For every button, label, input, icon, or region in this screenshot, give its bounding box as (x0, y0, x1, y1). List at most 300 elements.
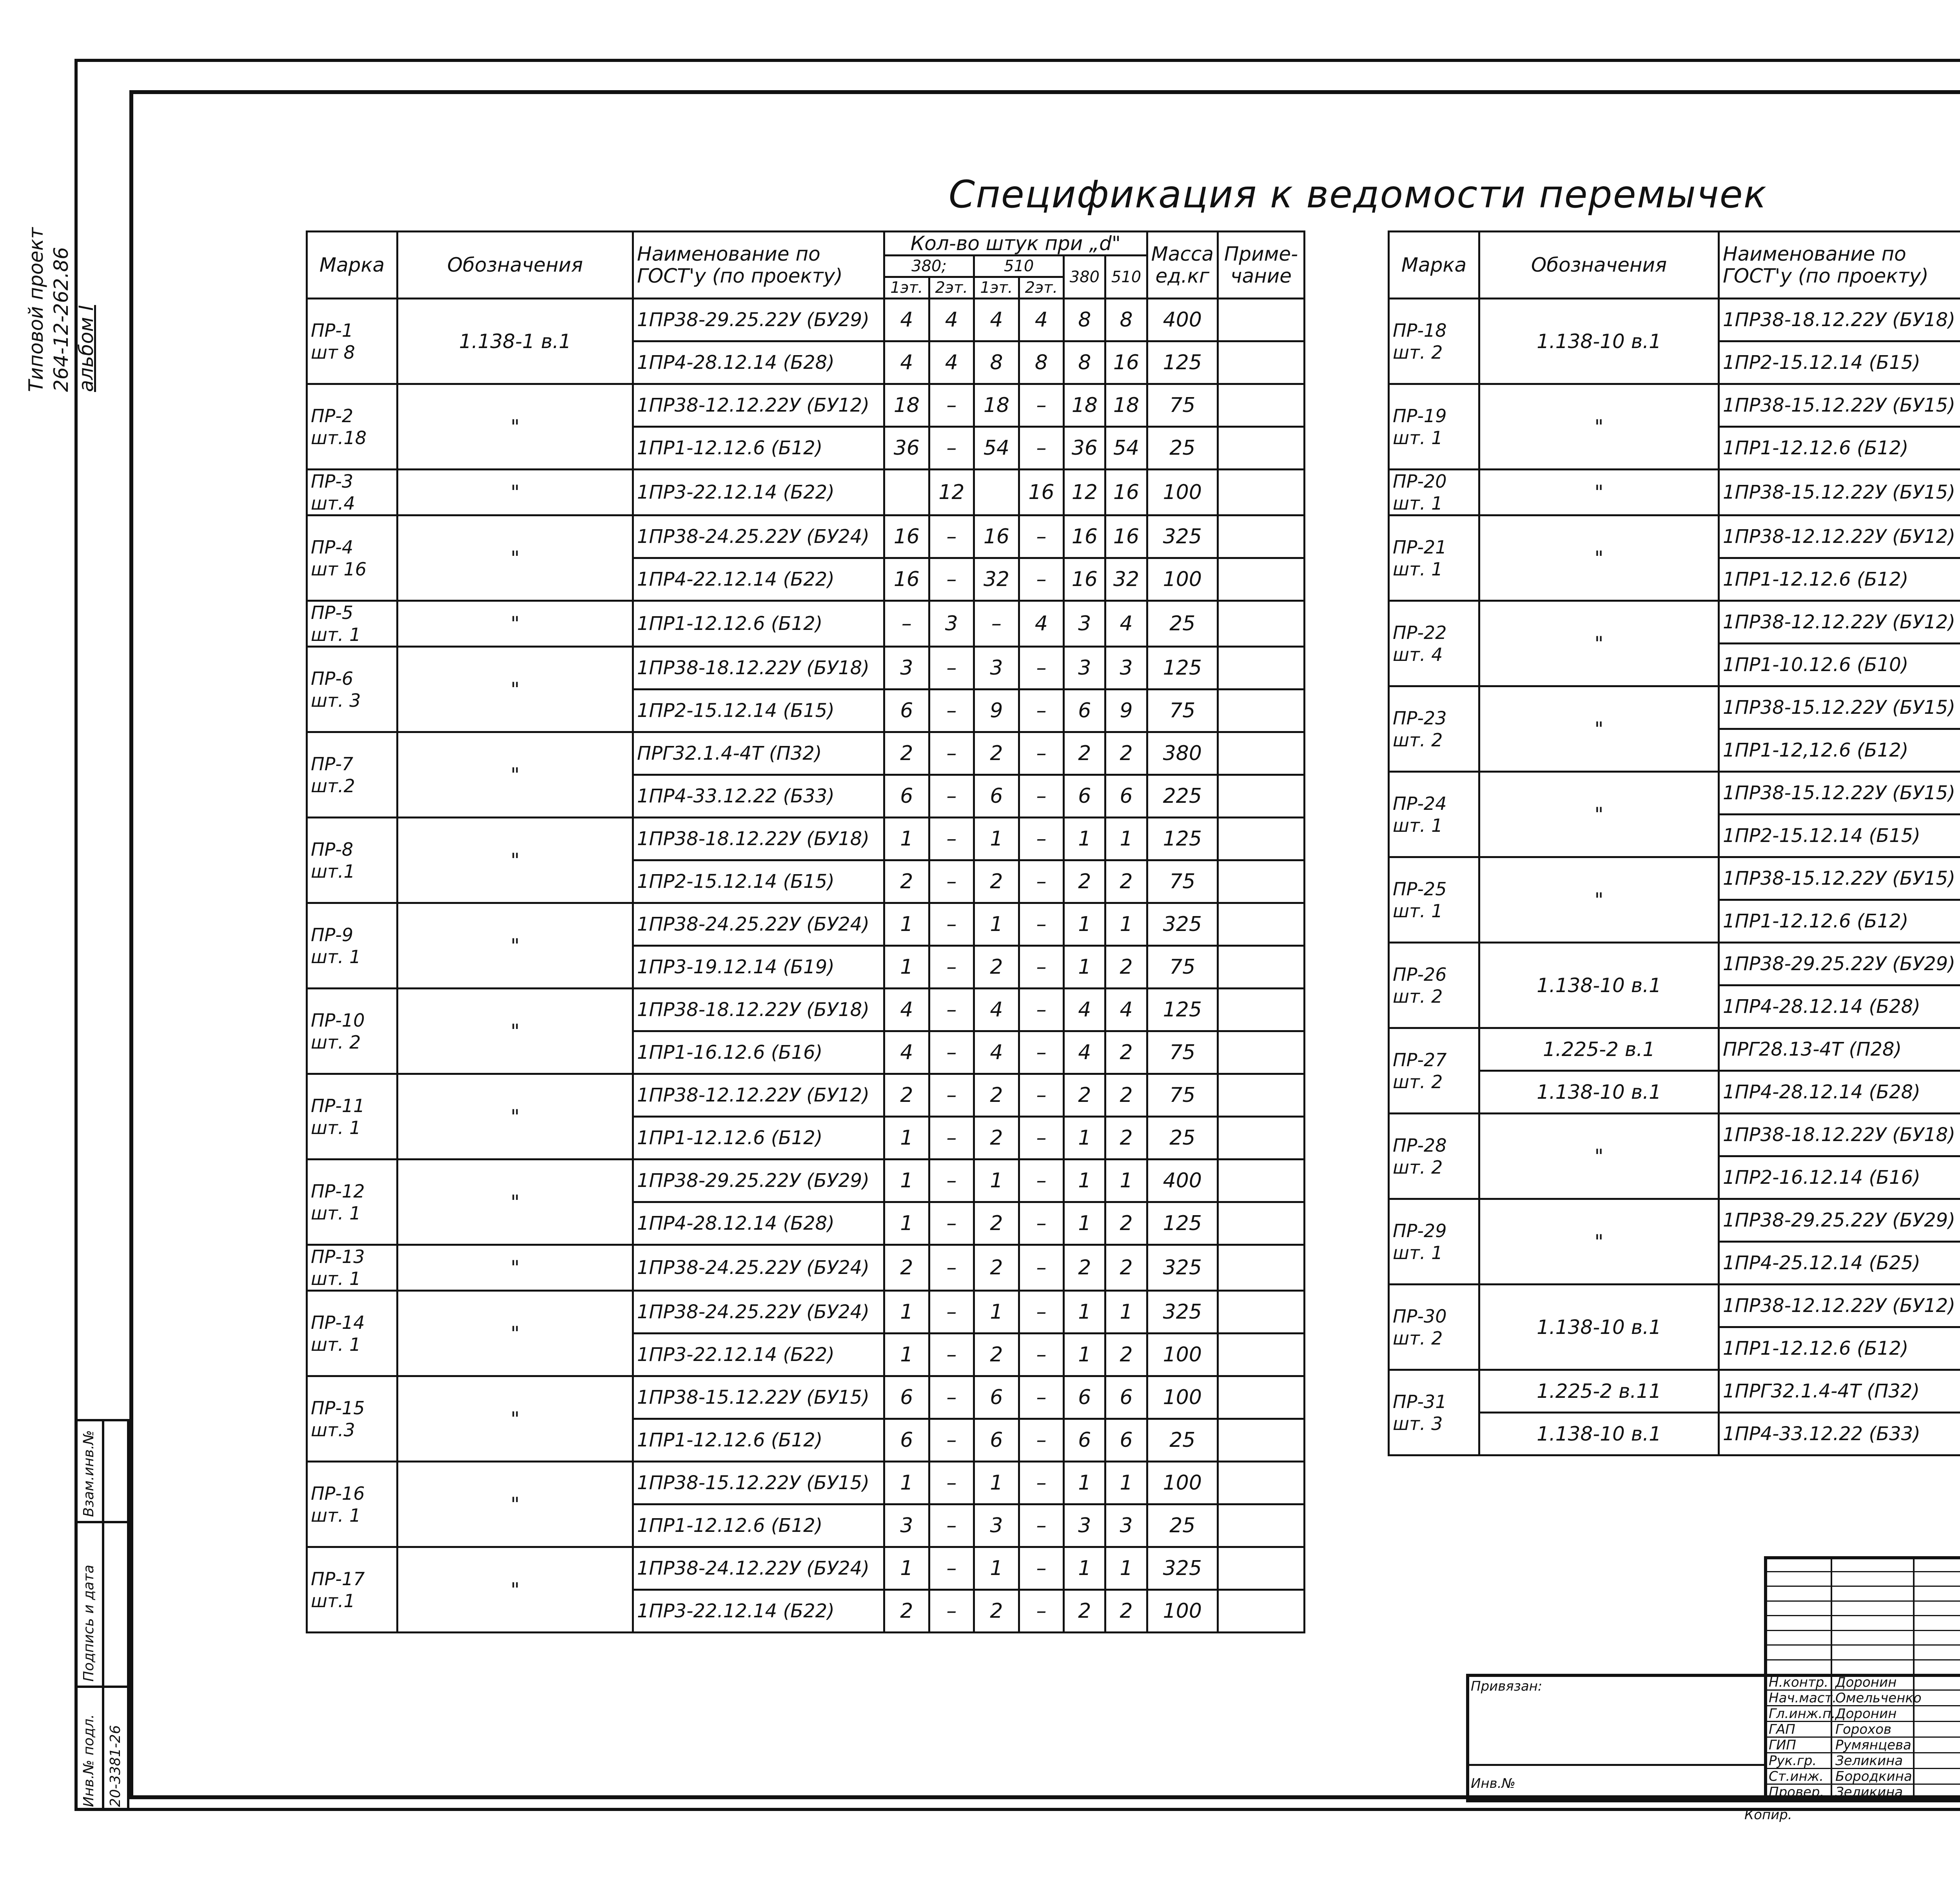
cell-qty: 1 (1064, 1202, 1105, 1245)
inv-orig-label: Инв.№ подл. (81, 1714, 97, 1807)
cell-qty: – (1019, 384, 1064, 427)
cell-mark (1389, 299, 1479, 384)
cell-mass: 100 (1147, 1334, 1218, 1376)
cell-qty: 1 (974, 903, 1019, 946)
cell-name: 1ПР38-12.12.22У (БУ12) (1719, 601, 1960, 644)
cell-name: ПРГ32.1.4-4Т (П32) (633, 732, 884, 775)
cell-designation: " (397, 1376, 633, 1462)
cell-qty: 3 (1105, 647, 1147, 690)
cell-qty: – (1019, 1245, 1064, 1291)
cell-qty: – (1019, 1117, 1064, 1159)
cell-name: 1ПР1-12.12.6 (Б12) (1719, 900, 1960, 943)
table-row (307, 818, 1305, 860)
table-row (1389, 943, 1960, 985)
mark-line: шт.18 (311, 427, 367, 448)
cell-designation: " (1479, 772, 1719, 857)
col-qty: Кол-во штук при „d" (884, 232, 1147, 256)
cell-qty: – (929, 860, 974, 903)
cell-mass: 125 (1147, 341, 1218, 384)
cell-qty: 1 (884, 1159, 929, 1202)
table-row (307, 1376, 1305, 1419)
cell-qty: 32 (974, 558, 1019, 601)
cell-mark (1389, 772, 1479, 857)
table-row (307, 515, 1305, 558)
cell-qty: – (1019, 427, 1064, 470)
sub-header: 380; (884, 256, 974, 277)
cell-qty: 6 (1105, 1419, 1147, 1462)
table-row (307, 1245, 1305, 1291)
inv-orig-value: 20-3381-26 (107, 1725, 123, 1807)
cell-name: 1ПР1-12.12.6 (Б12) (1719, 558, 1960, 601)
cell-mass: 100 (1147, 558, 1218, 601)
cell-qty: 6 (884, 690, 929, 732)
mark-line: ПР-25 (1393, 878, 1447, 900)
mark-line: шт.4 (311, 493, 355, 514)
cell-qty: – (1019, 647, 1064, 690)
cell-qty: – (1019, 515, 1064, 558)
cell-name: 1ПР2-15.12.14 (Б15) (1719, 341, 1960, 384)
cell-qty: 1 (884, 1202, 929, 1245)
cell-note (1218, 515, 1305, 558)
mark-line: ПР-6 (311, 668, 354, 689)
inv-label: Инв.№ (1471, 1776, 1515, 1791)
cell-qty: – (929, 1117, 974, 1159)
cell-name: 1ПР3-19.12.14 (Б19) (633, 946, 884, 989)
page-title: Спецификация к ведомости перемычек (949, 172, 1767, 216)
table-row (307, 1547, 1305, 1590)
cell-designation: " (1479, 857, 1719, 943)
mark-line: ПР-17 (311, 1568, 365, 1590)
cell-qty: 1 (1064, 946, 1105, 989)
cell-name: 1ПР4-33.12.22 (Б33) (633, 775, 884, 818)
cell-designation: " (397, 1159, 633, 1245)
cell-qty: 1 (884, 946, 929, 989)
cell-mark (307, 515, 397, 601)
cell-qty: – (1019, 1462, 1064, 1504)
stamp-person: Горохов (1835, 1722, 1892, 1737)
cell-qty: 3 (884, 1504, 929, 1547)
cell-qty: 1 (1064, 1159, 1105, 1202)
cell-qty: – (929, 1419, 974, 1462)
side-title-line: 264-12-262.86 (50, 247, 73, 392)
side-title-line: альбом I (75, 305, 98, 392)
cell-name: 1ПР38-15.12.22У (БУ15) (633, 1462, 884, 1504)
cell-note (1218, 427, 1305, 470)
cell-qty: 2 (1105, 1245, 1147, 1291)
cell-mark (307, 1159, 397, 1245)
cell-qty: 4 (1064, 1031, 1105, 1074)
table-row (1389, 1114, 1960, 1156)
cell-qty: 4 (1105, 601, 1147, 647)
cell-qty: 18 (1064, 384, 1105, 427)
cell-mark (1389, 1114, 1479, 1199)
cell-qty: 4 (974, 1031, 1019, 1074)
cell-qty: 4 (1105, 989, 1147, 1031)
mark-line: ПР-9 (311, 924, 354, 945)
cell-qty: 1 (974, 1159, 1019, 1202)
cell-qty: – (929, 989, 974, 1031)
cell-name: 1ПР4-28.12.14 (Б28) (633, 1202, 884, 1245)
cell-designation: " (397, 818, 633, 903)
cell-name: 1ПР2-15.12.14 (Б15) (633, 860, 884, 903)
cell-qty: 36 (884, 427, 929, 470)
cell-mass: 75 (1147, 860, 1218, 903)
cell-qty: – (929, 732, 974, 775)
cell-name: 1ПР38-24.12.22У (БУ24) (633, 1547, 884, 1590)
cell-qty: 6 (1064, 1376, 1105, 1419)
cell-note (1218, 903, 1305, 946)
mark-line: шт. 1 (311, 1202, 361, 1224)
cell-name: 1ПР1-10.12.6 (Б10) (1719, 644, 1960, 686)
cell-qty: 4 (1064, 989, 1105, 1031)
sign-date-label: Подпись и дата (81, 1564, 97, 1682)
cell-qty: – (929, 1074, 974, 1117)
cell-name: 1ПР1-12.12.6 (Б12) (633, 1504, 884, 1547)
cell-mass: 75 (1147, 384, 1218, 427)
sub-header: 380 (1064, 256, 1105, 299)
cell-qty: 6 (1064, 690, 1105, 732)
cell-name: 1ПР38-15.12.22У (БУ15) (1719, 384, 1960, 427)
cell-designation: " (397, 470, 633, 515)
cell-qty (884, 470, 929, 515)
cell-qty: 54 (974, 427, 1019, 470)
mark-line: шт. 2 (1393, 729, 1443, 751)
cell-qty: 1 (884, 903, 929, 946)
cell-name: 1ПР38-29.25.22У (БУ29) (633, 299, 884, 341)
cell-qty: 3 (1064, 647, 1105, 690)
mark-line: шт. 1 (1393, 815, 1443, 836)
cell-name: 1ПР38-24.25.22У (БУ24) (633, 903, 884, 946)
cell-qty: 1 (1064, 1334, 1105, 1376)
cell-designation: 1.138-10 в.1 (1479, 299, 1719, 384)
cell-qty: 54 (1105, 427, 1147, 470)
cell-designation: " (397, 601, 633, 647)
cell-qty: – (929, 384, 974, 427)
mark-line: ПР-23 (1393, 707, 1447, 729)
sub-header: 510 (1105, 256, 1147, 299)
cell-mark (307, 818, 397, 903)
mark-line: шт. 2 (1393, 1156, 1443, 1178)
cell-designation: 1.138-10 в.1 (1479, 1071, 1719, 1114)
mark-line: шт. 2 (1393, 341, 1443, 363)
cell-name: 1ПР38-29.25.22У (БУ29) (633, 1159, 884, 1202)
cell-qty: – (1019, 1074, 1064, 1117)
cell-name: 1ПР38-15.12.22У (БУ15) (1719, 857, 1960, 900)
cell-qty: – (929, 1245, 974, 1291)
cell-qty: – (929, 690, 974, 732)
cell-qty: 2 (1105, 1334, 1147, 1376)
cell-qty: 4 (974, 299, 1019, 341)
cell-designation: " (397, 1074, 633, 1159)
cell-name: 1ПР38-15.12.22У (БУ15) (633, 1376, 884, 1419)
cell-note (1218, 775, 1305, 818)
cell-qty: 1 (1064, 1547, 1105, 1590)
cell-mark (1389, 515, 1479, 601)
table-row (1389, 1370, 1960, 1413)
cell-qty: – (1019, 1202, 1064, 1245)
cell-qty: 1 (1064, 1117, 1105, 1159)
mark-line: ПР-7 (311, 753, 354, 775)
cell-qty: 1 (1064, 818, 1105, 860)
cell-qty: 8 (1064, 341, 1105, 384)
cell-qty: – (929, 1547, 974, 1590)
mark-line: шт. 1 (1393, 493, 1443, 514)
cell-qty: 2 (884, 860, 929, 903)
cell-name: 1ПР38-29.25.22У (БУ29) (1719, 943, 1960, 985)
table-row (307, 1074, 1305, 1117)
cell-qty: 4 (1019, 601, 1064, 647)
cell-qty: 12 (929, 470, 974, 515)
cell-mass: 380 (1147, 732, 1218, 775)
cell-qty: 8 (1019, 341, 1064, 384)
cell-note (1218, 1291, 1305, 1334)
cell-qty: 6 (1105, 1376, 1147, 1419)
mark-line: шт. 2 (1393, 1071, 1443, 1092)
cell-note (1218, 341, 1305, 384)
cell-note (1218, 690, 1305, 732)
cell-qty: 2 (974, 1117, 1019, 1159)
cell-qty: 16 (1064, 558, 1105, 601)
cell-name: 1ПР1-16.12.6 (Б16) (633, 1031, 884, 1074)
cell-name: 1ПР4-28.12.14 (Б28) (1719, 985, 1960, 1028)
cell-note (1218, 1419, 1305, 1462)
col-designation: Обозначения (1479, 232, 1719, 299)
stamp-role: ГАП (1769, 1722, 1795, 1737)
mark-line: ПР-27 (1393, 1049, 1447, 1071)
cell-qty: 2 (1064, 732, 1105, 775)
stamp-person: Доронин (1835, 1706, 1897, 1722)
stamp-role: Рук.гр. (1769, 1753, 1817, 1769)
cell-designation: " (397, 903, 633, 989)
cell-qty: 2 (1105, 860, 1147, 903)
cell-qty: – (929, 1291, 974, 1334)
cell-qty: 1 (974, 1291, 1019, 1334)
mark-line: шт. 1 (1393, 900, 1443, 922)
cell-mass: 325 (1147, 1291, 1218, 1334)
mark-line: шт 16 (311, 558, 367, 580)
table-row (307, 647, 1305, 690)
cell-designation: " (397, 1291, 633, 1376)
cell-qty: – (929, 818, 974, 860)
cell-qty: 1 (974, 1547, 1019, 1590)
cell-qty: 16 (884, 515, 929, 558)
cell-note (1218, 1547, 1305, 1590)
cell-name: 1ПР4-33.12.22 (Б33) (1719, 1413, 1960, 1455)
cell-note (1218, 860, 1305, 903)
cell-mass: 325 (1147, 903, 1218, 946)
cell-name: 1ПР38-18.12.22У (БУ18) (633, 647, 884, 690)
mark-line: ПР-12 (311, 1180, 365, 1202)
cell-mass: 75 (1147, 690, 1218, 732)
cell-name: 1ПР1-12.12.6 (Б12) (633, 1117, 884, 1159)
stamp-role: Нач.маст. (1769, 1690, 1837, 1706)
cell-qty: 2 (884, 1074, 929, 1117)
stamp-person: Доронин (1835, 1675, 1897, 1690)
cell-qty: – (929, 1334, 974, 1376)
mark-line: ПР-28 (1393, 1134, 1447, 1156)
cell-mark (307, 384, 397, 470)
mark-line: ПР-11 (311, 1095, 365, 1116)
cell-mark (307, 299, 397, 384)
cell-qty: – (1019, 1547, 1064, 1590)
cell-qty: 3 (929, 601, 974, 647)
table-row (1389, 470, 1960, 515)
cell-note (1218, 1462, 1305, 1504)
cell-note (1218, 946, 1305, 989)
mark-line: шт.1 (311, 860, 355, 882)
cell-qty: 36 (1064, 427, 1105, 470)
table-row (307, 732, 1305, 775)
cell-qty: 6 (974, 1376, 1019, 1419)
cell-name: 1ПР38-24.25.22У (БУ24) (633, 515, 884, 558)
table-row (1389, 1285, 1960, 1327)
mark-line: шт. 3 (1393, 1413, 1443, 1434)
cell-mass: 100 (1147, 1590, 1218, 1633)
cell-qty: 2 (974, 946, 1019, 989)
cell-qty: 2 (974, 860, 1019, 903)
table-row (1389, 601, 1960, 644)
mark-line: ПР-29 (1393, 1220, 1447, 1241)
cell-qty: – (1019, 860, 1064, 903)
cell-name: 1ПР38-15.12.22У (БУ15) (1719, 686, 1960, 729)
cell-mark (307, 1291, 397, 1376)
mark-line: шт. 1 (311, 1504, 361, 1526)
cell-qty: – (1019, 558, 1064, 601)
cell-qty: – (1019, 1419, 1064, 1462)
cell-name: 1ПР1-12.12.6 (Б12) (633, 601, 884, 647)
mark-line: шт. 2 (1393, 1327, 1443, 1349)
table-row (307, 1462, 1305, 1504)
cell-mark (307, 1074, 397, 1159)
cell-name: 1ПР38-12.12.22У (БУ12) (633, 384, 884, 427)
cell-qty: 16 (1105, 470, 1147, 515)
cell-mark (1389, 1370, 1479, 1455)
cell-designation: " (1479, 515, 1719, 601)
col-name: Наименование по ГОСТ'у (по проекту) (1719, 232, 1960, 299)
cell-qty: – (1019, 775, 1064, 818)
cell-qty: 6 (1105, 775, 1147, 818)
cell-mass: 75 (1147, 1074, 1218, 1117)
swap-inv-label: Взам.инв.№ (81, 1430, 97, 1517)
table-row (307, 989, 1305, 1031)
mark-line: шт 8 (311, 341, 355, 363)
mark-line: шт. 1 (1393, 558, 1443, 580)
col-note: Приме-чание (1218, 232, 1305, 299)
mark-line: шт. 1 (311, 1334, 361, 1355)
cell-qty: 4 (884, 1031, 929, 1074)
floor-header: 1эт. (974, 277, 1019, 299)
cell-qty: – (1019, 732, 1064, 775)
cell-designation: 1.138-10 в.1 (1479, 1413, 1719, 1455)
cell-name: 1ПР38-18.12.22У (БУ18) (633, 989, 884, 1031)
cell-designation: " (1479, 1114, 1719, 1199)
cell-note (1218, 1334, 1305, 1376)
cell-qty: – (1019, 1291, 1064, 1334)
cell-designation: " (397, 384, 633, 470)
cell-mass: 325 (1147, 515, 1218, 558)
cell-designation: " (1479, 384, 1719, 470)
cell-qty: 1 (1105, 1159, 1147, 1202)
stamp-person: Зеликина (1835, 1753, 1903, 1769)
stamp-person: Бородкина (1835, 1769, 1912, 1784)
cell-note (1218, 299, 1305, 341)
cell-mark (1389, 1199, 1479, 1285)
cell-qty: 1 (884, 1547, 929, 1590)
cell-mass: 125 (1147, 989, 1218, 1031)
cell-qty: 12 (1064, 470, 1105, 515)
cell-mass: 100 (1147, 1376, 1218, 1419)
cell-qty: 1 (884, 818, 929, 860)
cell-mass: 325 (1147, 1547, 1218, 1590)
cell-qty: 2 (974, 1245, 1019, 1291)
cell-qty: – (929, 427, 974, 470)
table-row (307, 384, 1305, 427)
mark-line: ПР-4 (311, 536, 354, 558)
cell-qty: 4 (974, 989, 1019, 1031)
bound-label: Привязан: (1471, 1678, 1543, 1694)
table-row (1389, 299, 1960, 341)
cell-note (1218, 732, 1305, 775)
cell-qty: 6 (974, 775, 1019, 818)
cell-mark (307, 601, 397, 647)
cell-qty: – (929, 946, 974, 989)
cell-qty: 4 (884, 299, 929, 341)
cell-name: 1ПР4-28.12.14 (Б28) (1719, 1071, 1960, 1114)
cell-qty: 2 (1105, 946, 1147, 989)
cell-qty: 1 (1105, 1547, 1147, 1590)
cell-name: ПРГ28.13-4Т (П28) (1719, 1028, 1960, 1071)
cell-qty: 2 (884, 1590, 929, 1633)
cell-designation: " (397, 1547, 633, 1633)
cell-qty: 2 (1064, 860, 1105, 903)
left-vertical-stamp (74, 1419, 129, 1811)
cell-qty: 16 (1105, 341, 1147, 384)
cell-name: 1ПР38-18.12.22У (БУ18) (633, 818, 884, 860)
floor-header: 2эт. (929, 277, 974, 299)
mark-line: ПР-8 (311, 838, 354, 860)
cell-qty: – (1019, 818, 1064, 860)
mark-line: шт. 1 (1393, 1242, 1443, 1263)
cell-designation: " (397, 1462, 633, 1547)
cell-note (1218, 1117, 1305, 1159)
table-row (1389, 772, 1960, 815)
cell-mark (307, 1547, 397, 1633)
cell-qty: 2 (974, 1074, 1019, 1117)
cell-name: 1ПР38-24.25.22У (БУ24) (633, 1291, 884, 1334)
table-row (307, 1291, 1305, 1334)
cell-name: 1ПР38-24.25.22У (БУ24) (633, 1245, 884, 1291)
cell-qty: 9 (974, 690, 1019, 732)
cell-mark (1389, 601, 1479, 686)
col-mark: Марка (1389, 232, 1479, 299)
cell-qty: 2 (1105, 1074, 1147, 1117)
stamp-role: Н.контр. (1769, 1675, 1829, 1690)
cell-qty: 8 (974, 341, 1019, 384)
cell-designation: " (397, 1245, 633, 1291)
cell-mass: 75 (1147, 1031, 1218, 1074)
cell-qty: 2 (1064, 1590, 1105, 1633)
floor-header: 1эт. (884, 277, 929, 299)
cell-qty: 9 (1105, 690, 1147, 732)
cell-name: 1ПР38-12.12.22У (БУ12) (633, 1074, 884, 1117)
cell-mark (1389, 1285, 1479, 1370)
cell-qty: – (929, 1590, 974, 1633)
cell-qty (974, 470, 1019, 515)
cell-qty: – (929, 558, 974, 601)
cell-qty: – (1019, 690, 1064, 732)
cell-qty: 3 (1064, 1504, 1105, 1547)
cell-name: 1ПР4-25.12.14 (Б25) (1719, 1242, 1960, 1285)
